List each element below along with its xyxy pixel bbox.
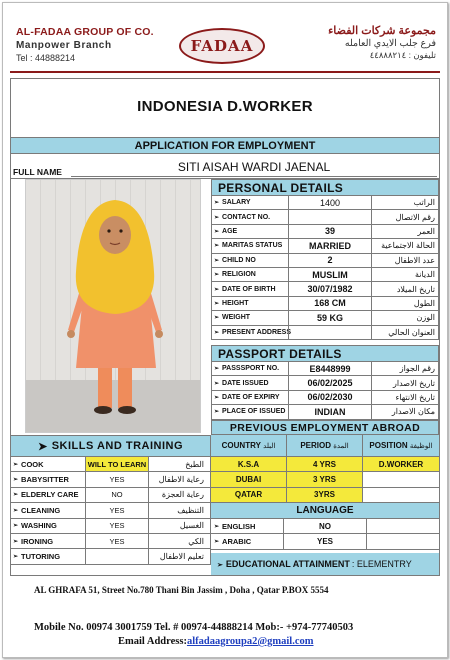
personal-row-value: 30/07/1982 — [288, 282, 372, 295]
col-position-label: POSITION — [369, 441, 408, 450]
employment-period: 4 YRS — [287, 457, 363, 471]
skill-row — [11, 503, 211, 518]
employment-period: 3YRS — [287, 488, 363, 502]
employment-row — [211, 472, 439, 487]
personal-row-label-ar: الطول — [413, 298, 435, 308]
application-band: APPLICATION FOR EMPLOYMENT — [11, 137, 439, 154]
skill-row-value: YES — [85, 503, 149, 517]
passport-row-label-ar: مكان الاصدار — [391, 407, 435, 417]
personal-row-value: 39 — [288, 225, 372, 238]
passport-row-label: ➢ PLACE OF ISSUED — [214, 405, 285, 418]
language-row-value: NO — [283, 519, 367, 533]
email-link[interactable]: alfadaagroupa2@gmail.com — [186, 636, 314, 647]
passport-row-label-ar: تاريخ الانتهاء — [395, 392, 435, 402]
personal-row-value — [288, 210, 372, 223]
language-row-value: YES — [283, 534, 367, 548]
skill-row — [11, 534, 211, 549]
col-position — [363, 435, 439, 456]
skill-row-label: ➢ WASHING — [13, 519, 57, 533]
applicant-figure — [26, 180, 201, 433]
previous-employment-heading: PREVIOUS EMPLOYMENT ABROAD — [211, 420, 439, 435]
skill-row-value: YES — [85, 534, 149, 548]
passport-row-label: ➢ PASSSPORT NO. — [214, 362, 279, 375]
col-country-label-ar: البلد — [263, 442, 276, 450]
previous-employment-columns — [211, 435, 439, 457]
employment-country: K.S.A — [211, 457, 287, 471]
personal-row — [211, 196, 439, 210]
company-header-arabic — [266, 24, 436, 61]
skill-row-label: ➢ ELDERLY CARE — [13, 488, 79, 502]
logo-text: FADAA — [190, 37, 254, 55]
personal-row — [211, 239, 439, 253]
skill-row-label-ar: التنظيف — [177, 505, 204, 515]
personal-details-table — [211, 196, 439, 340]
personal-row-label-ar: العنوان الحالي — [388, 327, 435, 337]
passport-row — [211, 376, 439, 390]
personal-details-heading: PERSONAL DETAILS — [211, 179, 439, 196]
language-row-label: ➢ ENGLISH — [214, 519, 255, 533]
company-name-en: AL-FADAA GROUP OF CO. — [16, 26, 154, 38]
skill-row-label: ➢ COOK — [13, 457, 44, 471]
personal-row — [211, 326, 439, 340]
col-period-label-ar: المدة — [333, 442, 349, 450]
personal-row-label: ➢ WEIGHT — [214, 311, 250, 324]
skill-row — [11, 457, 211, 472]
education-value: : ELEMENTRY — [351, 559, 412, 569]
personal-row-label: ➢ HEIGHT — [214, 297, 248, 310]
personal-row-value: 2 — [288, 254, 372, 267]
employment-position — [363, 488, 439, 502]
skill-row-label: ➢ IRONING — [13, 534, 53, 548]
company-header-english — [16, 26, 176, 63]
skill-row-label-ar: الطبخ — [185, 459, 204, 469]
passport-row-label: ➢ DATE ISSUED — [214, 376, 269, 389]
full-name-label: FULL NAME — [13, 167, 62, 177]
personal-row-label: ➢ RELIGION — [214, 268, 256, 281]
personal-row-value: MARRIED — [288, 239, 372, 252]
personal-row — [211, 297, 439, 311]
skill-row-label: ➢ CLEANING — [13, 503, 60, 517]
footer-email — [118, 636, 314, 647]
branch-name-ar: فرع جلب الايدي العامله — [344, 38, 436, 49]
col-country — [211, 435, 287, 456]
col-period-label: PERIOD — [300, 441, 331, 450]
phone-en: Tel : 44888214 — [16, 53, 76, 63]
personal-row-label-ar: الحالة الاجتماعية — [381, 241, 435, 251]
skill-row — [11, 519, 211, 534]
passport-row — [211, 405, 439, 419]
personal-row-label: ➢ SALARY — [214, 196, 251, 209]
education-label: ➢ EDUCATIONAL ATTAINMENT — [217, 559, 350, 569]
passport-row — [211, 391, 439, 405]
full-name-value: SITI AISAH WARDI JAENAL — [71, 157, 437, 177]
skill-row-label: ➢ BABYSITTER — [13, 472, 69, 486]
skill-row — [11, 472, 211, 487]
skill-row — [11, 549, 211, 564]
phone-ar: تليفون : ٤٤٨٨٨٢١٤ — [369, 50, 436, 60]
email-label: Email Address: — [118, 636, 187, 647]
branch-name-en: Manpower Branch — [16, 40, 112, 51]
personal-row-label-ar: رقم الاتصال — [395, 212, 435, 222]
employment-position — [363, 472, 439, 486]
personal-row-value: 1400 — [288, 196, 372, 209]
personal-row — [211, 311, 439, 325]
skill-row-value: NO — [85, 488, 149, 502]
personal-row-label-ar: العمر — [417, 226, 435, 236]
personal-row-label-ar: الراتب — [413, 198, 435, 208]
skill-row-label-ar: تعليم الاطفال — [159, 552, 204, 562]
personal-row — [211, 282, 439, 296]
personal-row-value: 59 KG — [288, 311, 372, 324]
col-position-label-ar: الوظيفة — [409, 442, 433, 450]
passport-details-table — [211, 362, 439, 420]
personal-row-label-ar: الوزن — [416, 313, 435, 323]
personal-row-label: ➢ CHILD NO — [214, 254, 256, 267]
passport-row-label-ar: تاريخ الاصدار — [392, 378, 435, 388]
employment-country: QATAR — [211, 488, 287, 502]
personal-row-label-ar: تاريخ الميلاد — [396, 284, 435, 294]
skill-row-label-ar: رعاية الاطفال — [158, 475, 204, 485]
skill-row-value: YES — [85, 472, 149, 486]
footer-address: AL GHRAFA 51, Street No.780 Thani Bin Jassim , Doha , Qatar P.BOX 5554 — [34, 585, 329, 595]
employment-period: 3 YRS — [287, 472, 363, 486]
passport-row-label-ar: رقم الجواز — [399, 364, 435, 374]
personal-row-label-ar: عدد الاطفال — [394, 255, 435, 265]
page-title: INDONESIA D.WORKER — [137, 97, 313, 115]
header-divider — [10, 71, 440, 73]
skill-row-value: WILL TO LEARN — [85, 457, 149, 471]
language-row — [211, 534, 439, 549]
passport-details-heading: PASSPORT DETAILS — [211, 345, 439, 362]
passport-row-label: ➢ DATE OF EXPIRY — [214, 391, 280, 404]
personal-row-label-ar: الديانة — [414, 270, 435, 280]
personal-row — [211, 210, 439, 224]
employment-row — [211, 488, 439, 503]
passport-row — [211, 362, 439, 376]
employment-country: DUBAI — [211, 472, 287, 486]
passport-row-value: 06/02/2030 — [288, 391, 372, 404]
skills-heading — [11, 435, 211, 457]
applicant-photo — [25, 179, 201, 433]
arrow-icon: ➤ — [37, 440, 48, 453]
personal-row-label: ➢ PRESENT ADDRESS — [214, 326, 291, 339]
skill-row-label-ar: رعاية العجزة — [161, 490, 204, 500]
passport-row-value: INDIAN — [288, 405, 372, 418]
personal-row-label: ➢ AGE — [214, 225, 237, 238]
personal-row-label: ➢ CONTACT NO. — [214, 210, 270, 223]
skill-row-value — [85, 549, 149, 563]
skill-row-label: ➢ TUTORING — [13, 549, 60, 563]
language-heading: LANGUAGE — [211, 503, 439, 519]
personal-row-value — [288, 326, 372, 339]
footer-contact: Mobile No. 00974 3001759 Tel. # 00974-44888214 Mob:- +974-77740503 — [34, 622, 354, 633]
personal-row — [211, 225, 439, 239]
skill-row-label-ar: الكي — [188, 536, 204, 546]
personal-row-label: ➢ DATE OF BIRTH — [214, 282, 276, 295]
personal-row-value: 168 CM — [288, 297, 372, 310]
skill-row-label-ar: الغسيل — [179, 521, 204, 531]
personal-row — [211, 268, 439, 282]
skills-heading-label: SKILLS AND TRAINING — [51, 440, 184, 452]
personal-row-label: ➢ MARITAS STATUS — [214, 239, 282, 252]
skill-row-value: YES — [85, 519, 149, 533]
education-band — [211, 553, 439, 575]
col-period — [287, 435, 363, 456]
personal-row — [211, 254, 439, 268]
passport-row-value: E8448999 — [288, 362, 372, 375]
employment-position: D.WORKER — [363, 457, 439, 471]
col-country-label: COUNTRY — [221, 441, 261, 450]
application-form — [10, 78, 440, 576]
passport-row-value: 06/02/2025 — [288, 376, 372, 389]
language-row — [211, 519, 439, 534]
employment-row — [211, 457, 439, 472]
skill-row — [11, 488, 211, 503]
company-name-ar: مجموعة شركات الفضاء — [328, 25, 436, 37]
personal-row-value: MUSLIM — [288, 268, 372, 281]
fadaa-logo — [179, 28, 265, 64]
language-row-label: ➢ ARABIC — [214, 534, 251, 548]
